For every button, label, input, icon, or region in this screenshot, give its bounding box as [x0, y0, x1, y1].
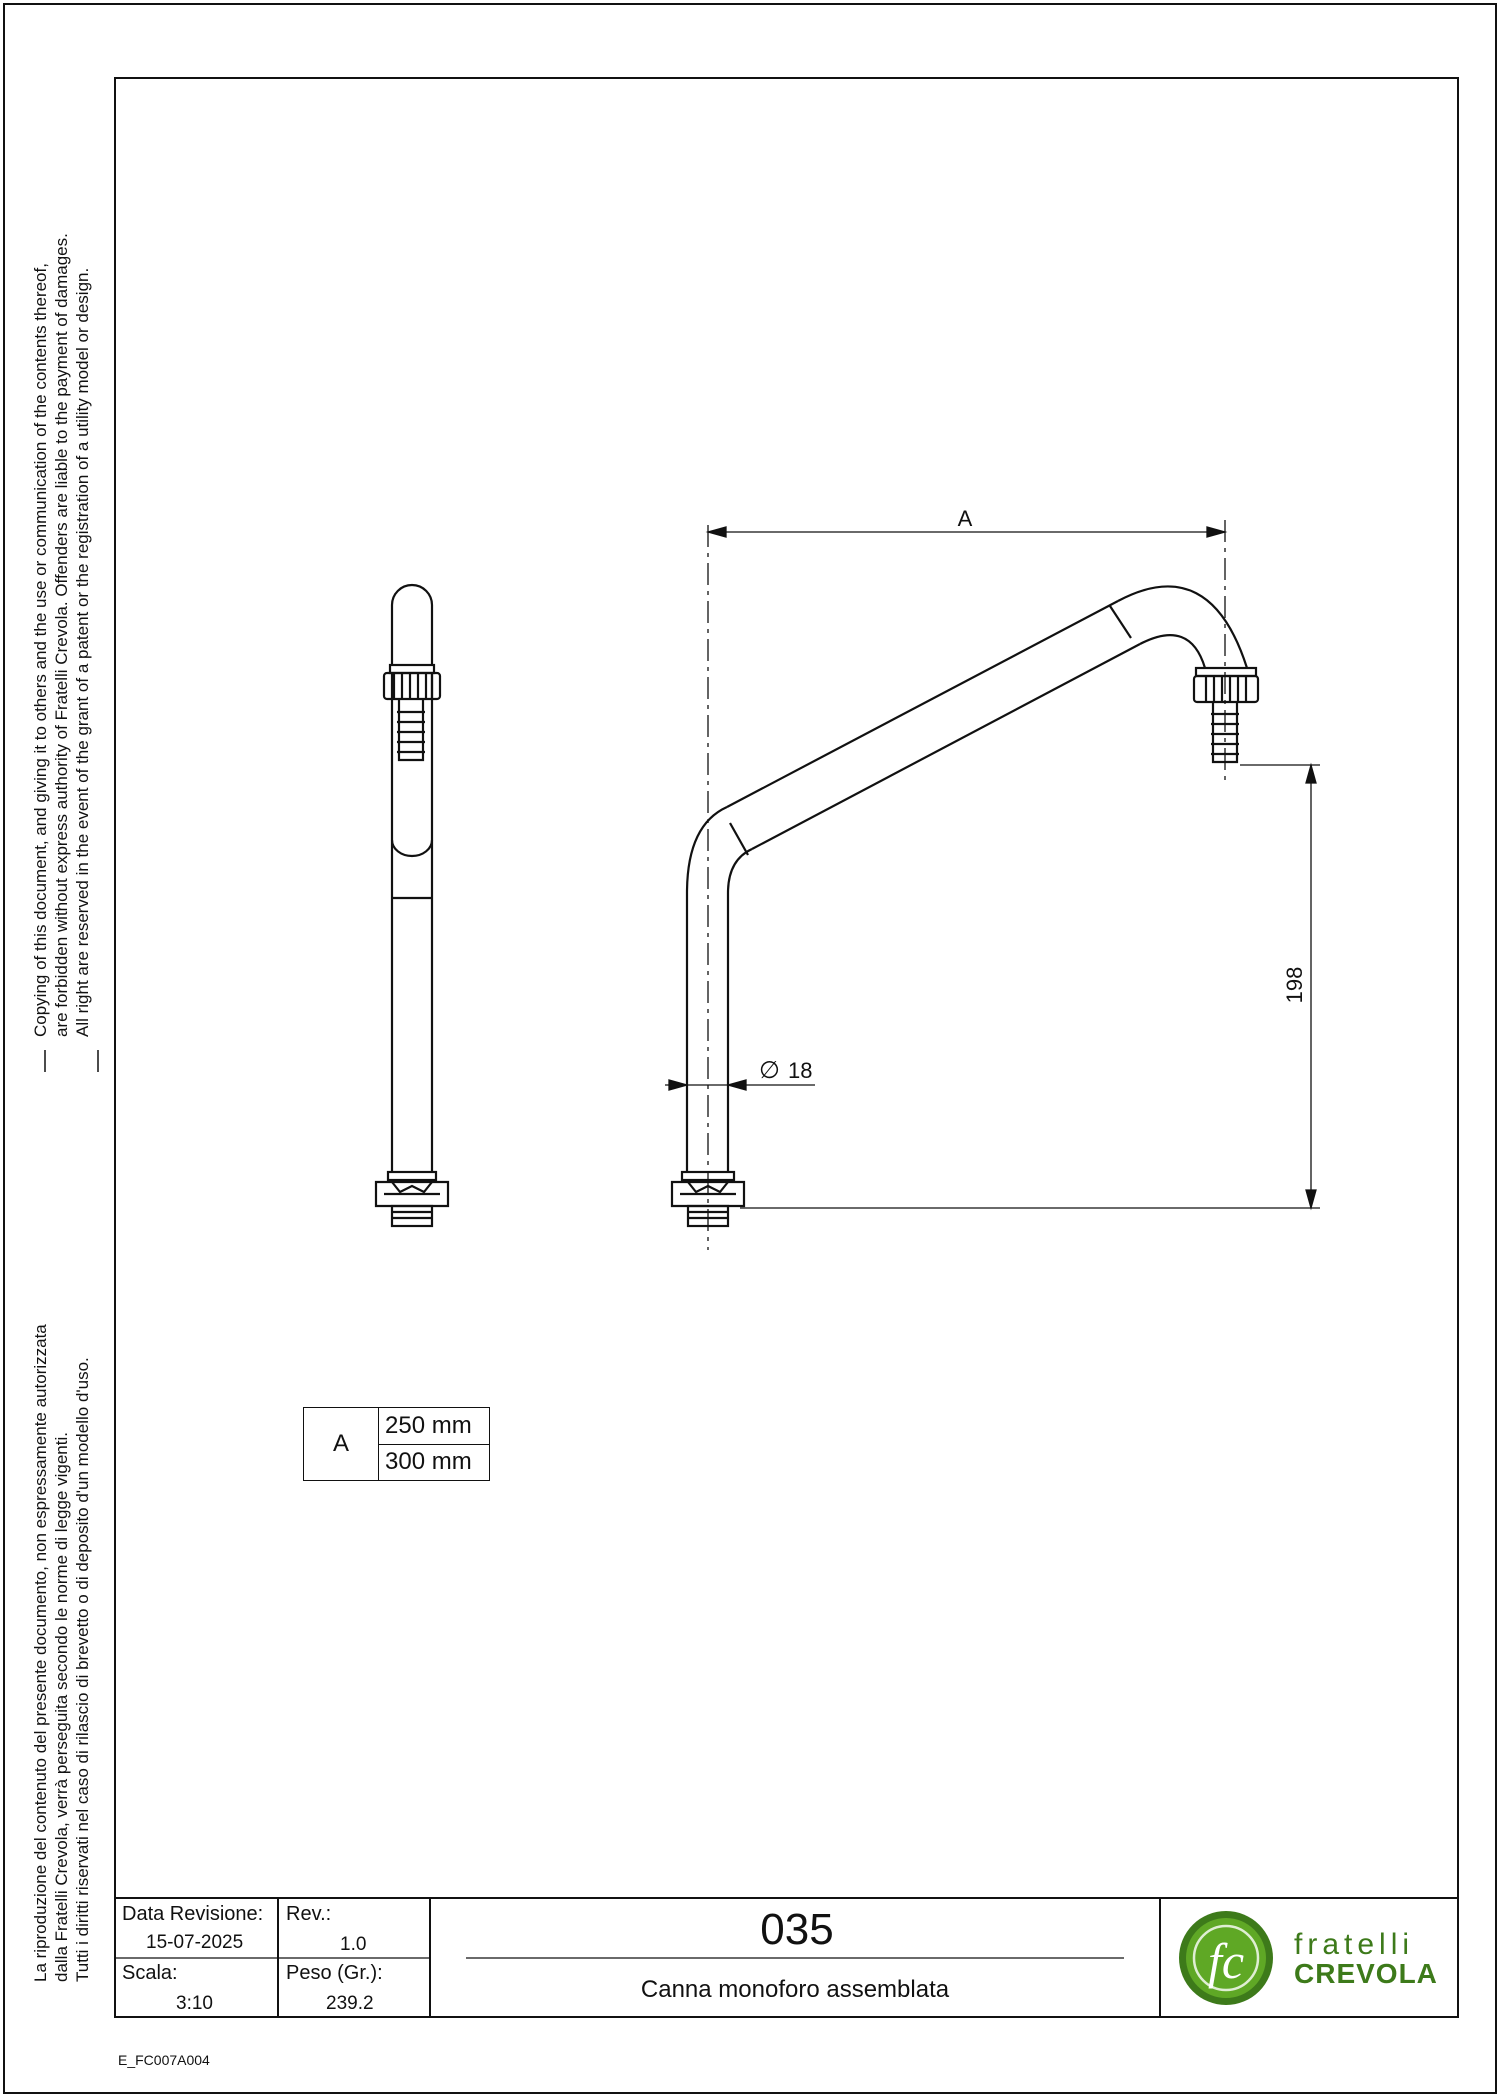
weight-label: Peso (Gr.):: [286, 1962, 383, 1984]
dim-diameter-label: 18: [788, 1058, 813, 1083]
drawing-description: Canna monoforo assemblata: [640, 1976, 950, 2003]
dim-a-label: A: [957, 506, 973, 531]
notice-line: are forbidden without express authority of Fratelli Crevola. Offenders are liable to the payment of damages.: [52, 233, 71, 1037]
dimension-a-table: [303, 1407, 490, 1481]
notice-line: Tutti i diritti riservati nel caso di rilascio di brevetto o di deposito d'un modello d'uso.: [73, 1357, 92, 1982]
centerlines: [708, 520, 1225, 1250]
spout-side-view: [376, 585, 448, 1226]
table-value: 250 mm: [379, 1408, 490, 1445]
notice-line: Copying of this document, and giving it to others and the use or communication of the contents thereof,: [31, 263, 50, 1037]
logo-line2: CREVOLA: [1294, 1958, 1438, 1989]
logo-emblem: [1179, 1911, 1273, 2005]
drawing-code: 035: [760, 1905, 834, 1954]
notice-line: All right are reserved in the event of the grant of a patent or the registration of a utility model or design.: [73, 267, 92, 1037]
table-key: A: [304, 1408, 379, 1481]
notice-line: La riproduzione del contenuto del presente documento, non espressamente autorizzata: [31, 1324, 50, 1982]
notice-line: dalla Fratelli Crevola, verrà perseguita secondo le norme di legge vigenti.: [52, 1432, 71, 1982]
document-code: E_FC007A004: [118, 2052, 210, 2068]
dimension-height: [740, 765, 1320, 1208]
drawing-frame: [115, 78, 1458, 2017]
logo-line1: fratelli: [1294, 1928, 1415, 1961]
copyright-notice-italian: [30, 1324, 93, 1982]
revision-date-label: Data Revisione:: [122, 1903, 264, 1925]
spout-front-view: [672, 586, 1258, 1226]
table-value: 300 mm: [379, 1444, 490, 1481]
copyright-notice-english: [30, 233, 93, 1037]
scale-value: 3:10: [176, 1993, 213, 2014]
rev-value: 1.0: [340, 1934, 367, 1955]
diameter-symbol: ∅: [759, 1057, 780, 1084]
scale-label: Scala:: [122, 1962, 178, 1984]
revision-date-value: 15-07-2025: [146, 1932, 244, 1953]
weight-value: 239.2: [326, 1993, 374, 2014]
logo-monogram: fc: [1207, 1933, 1245, 1989]
rev-label: Rev.:: [286, 1903, 332, 1925]
outer-border: [4, 4, 1496, 2093]
dim-height-label: 198: [1282, 966, 1307, 1004]
